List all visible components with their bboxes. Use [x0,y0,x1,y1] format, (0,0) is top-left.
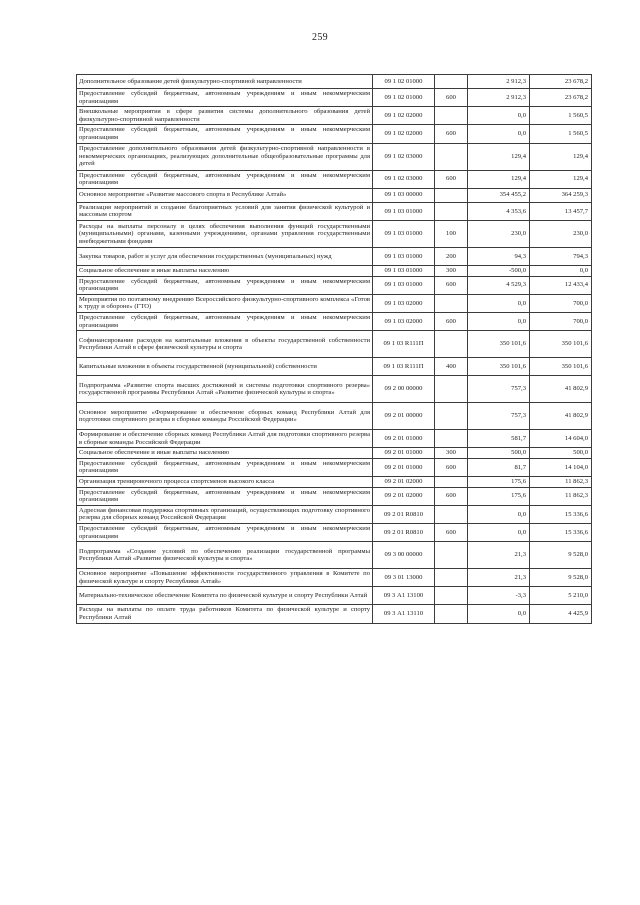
row-budget-code: 09 2 01 R0810 [373,524,435,542]
row-expense-type [435,202,468,220]
row-expense-type: 600 [435,170,468,188]
row-description: Расходы на выплаты персоналу в целях обеспечения выполнения функций государственными (муниципальными) органами, казенными учреждениями, органами управления государственными внебюджетными фондами [77,220,373,247]
table-row [77,331,592,358]
row-amount-total: 15 336,6 [530,524,592,542]
row-amount-change: 757,3 [468,403,530,430]
row-amount-change: 2 912,3 [468,89,530,107]
row-amount-change: 4 353,6 [468,202,530,220]
table-row [77,220,592,247]
row-amount-change: 0,0 [468,107,530,125]
row-amount-change: 350 101,6 [468,331,530,358]
row-amount-change: 581,7 [468,430,530,448]
row-description: Капитальные вложения в объекты государственной (муниципальной) собственности [77,358,373,376]
row-description: Предоставление субсидий бюджетным, автономным учреждениям и иным некоммерческим организациям [77,276,373,294]
row-expense-type: 600 [435,487,468,505]
table-row [77,358,592,376]
row-amount-total: 129,4 [530,143,592,170]
row-amount-change: 0,0 [468,294,530,312]
row-description: Подпрограмма «Развитие спорта высших достижений и системы подготовки спортивного резерва» государственной программы Республики Алтай «Развитие физической культуры и спорта» [77,376,373,403]
row-description: Предоставление субсидий бюджетным, автономным учреждениям и иным некоммерческим организациям [77,89,373,107]
row-description: Расходы на выплаты по оплате труда работников Комитета по физической культуре и спорту Республики Алтай [77,605,373,623]
row-description: Адресная финансовая поддержка спортивных организаций, осуществляющих подготовку спортивного резерва для сборных команд Российской Федерации [77,505,373,523]
page-number: 259 [312,32,328,43]
table-row [77,143,592,170]
table-row [77,202,592,220]
row-budget-code: 09 1 03 01000 [373,276,435,294]
table-row [77,75,592,89]
budget-table-body [77,75,592,624]
row-budget-code: 09 1 03 00000 [373,188,435,202]
row-description: Закупка товаров, работ и услуг для обеспечения государственных (муниципальных) нужд [77,247,373,265]
row-description: Организация тренировочного процесса спортсменов высокого класса [77,477,373,488]
row-expense-type: 600 [435,89,468,107]
row-budget-code: 09 1 03 01000 [373,220,435,247]
row-amount-total: 350 101,6 [530,331,592,358]
row-description: Мероприятия по поэтапному внедрению Всероссийского физкультурно-спортивного комплекса «Готов к труду и обороне» (ГТО) [77,294,373,312]
row-amount-change: -500,0 [468,265,530,276]
row-amount-total: 0,0 [530,265,592,276]
row-amount-total: 11 862,3 [530,477,592,488]
row-expense-type [435,403,468,430]
row-amount-change: -3,3 [468,587,530,605]
table-row [77,294,592,312]
row-amount-total: 15 336,6 [530,505,592,523]
row-expense-type: 600 [435,276,468,294]
row-amount-total: 129,4 [530,170,592,188]
row-amount-change: 0,0 [468,312,530,330]
row-description: Предоставление субсидий бюджетным, автономным учреждениям и иным некоммерческим организациям [77,524,373,542]
row-description: Реализация мероприятий и создание благоприятных условий для занятия физической культурой и массовым спортом [77,202,373,220]
row-expense-type: 400 [435,358,468,376]
row-amount-change: 21,3 [468,569,530,587]
row-expense-type [435,143,468,170]
row-budget-code: 09 2 01 01000 [373,448,435,459]
row-budget-code: 09 1 03 02000 [373,312,435,330]
row-amount-total: 9 528,0 [530,542,592,569]
row-budget-code: 09 3 01 13000 [373,569,435,587]
row-amount-total: 350 101,6 [530,358,592,376]
row-amount-change: 2 912,3 [468,75,530,89]
row-expense-type [435,542,468,569]
table-row [77,276,592,294]
row-budget-code: 09 2 01 01000 [373,430,435,448]
table-row [77,605,592,623]
row-budget-code: 09 1 03 01000 [373,202,435,220]
row-budget-code: 09 2 01 01000 [373,458,435,476]
row-expense-type [435,505,468,523]
table-row [77,569,592,587]
row-expense-type: 300 [435,448,468,459]
row-budget-code: 09 2 01 02000 [373,477,435,488]
row-description: Социальное обеспечение и иные выплаты населению [77,265,373,276]
table-row [77,505,592,523]
row-amount-total: 700,0 [530,294,592,312]
table-row [77,89,592,107]
row-budget-code: 09 1 02 02000 [373,125,435,143]
row-expense-type [435,477,468,488]
row-amount-total: 230,0 [530,220,592,247]
table-row [77,587,592,605]
row-budget-code: 09 3 00 00000 [373,542,435,569]
table-row [77,247,592,265]
row-budget-code: 09 1 03 R111П [373,358,435,376]
row-expense-type [435,294,468,312]
row-expense-type [435,605,468,623]
row-description: Подпрограмма «Создание условий по обеспечению реализации государственной программы Республики Алтай «Развитие физической культуры и спорта» [77,542,373,569]
row-description: Социальное обеспечение и иные выплаты населению [77,448,373,459]
row-budget-code: 09 3 А1 13110 [373,605,435,623]
row-amount-total: 13 457,7 [530,202,592,220]
row-description: Основное мероприятие «Повышение эффективности государственного управления в Комитете по физической культуре и спорту Республики Алтай» [77,569,373,587]
table-row [77,265,592,276]
row-amount-change: 0,0 [468,524,530,542]
row-description: Предоставление субсидий бюджетным, автономным учреждениям и иным некоммерческим организациям [77,487,373,505]
row-amount-total: 9 528,0 [530,569,592,587]
row-amount-total: 14 604,0 [530,430,592,448]
row-budget-code: 09 1 03 02000 [373,294,435,312]
row-budget-code: 09 1 03 01000 [373,265,435,276]
row-amount-change: 0,0 [468,605,530,623]
row-amount-total: 794,3 [530,247,592,265]
row-expense-type [435,188,468,202]
table-row [77,107,592,125]
row-expense-type: 600 [435,125,468,143]
budget-table [76,74,592,624]
row-budget-code: 09 1 02 01000 [373,89,435,107]
row-amount-total: 5 210,0 [530,587,592,605]
row-budget-code: 09 1 02 01000 [373,75,435,89]
row-expense-type: 200 [435,247,468,265]
row-amount-change: 129,4 [468,170,530,188]
table-row [77,524,592,542]
row-amount-change: 4 529,3 [468,276,530,294]
row-description: Основное мероприятие «Формирование и обеспечение сборных команд Республики Алтай для подготовки спортивного резерва в сборные команды Российской Федерации» [77,403,373,430]
row-amount-change: 0,0 [468,125,530,143]
row-description: Материально-техническое обеспечение Комитета по физической культуре и спорту Республики Алтай [77,587,373,605]
table-row [77,125,592,143]
row-budget-code: 09 1 03 R111П [373,331,435,358]
row-amount-total: 700,0 [530,312,592,330]
row-expense-type: 100 [435,220,468,247]
row-expense-type [435,569,468,587]
row-expense-type: 600 [435,458,468,476]
row-amount-change: 21,3 [468,542,530,569]
row-amount-change: 230,0 [468,220,530,247]
row-amount-change: 757,3 [468,376,530,403]
table-row [77,170,592,188]
row-description: Софинансирование расходов на капитальные вложения в объекты государственной собственности Республики Алтай в сфере физической культуры и спорта [77,331,373,358]
row-expense-type [435,331,468,358]
row-amount-total: 364 259,3 [530,188,592,202]
row-budget-code: 09 1 02 03000 [373,170,435,188]
row-amount-change: 0,0 [468,505,530,523]
row-amount-change: 500,0 [468,448,530,459]
row-expense-type [435,587,468,605]
row-expense-type [435,376,468,403]
row-description: Дополнительное образование детей физкультурно-спортивной направленности [77,75,373,89]
row-budget-code: 09 1 02 03000 [373,143,435,170]
row-amount-total: 4 425,9 [530,605,592,623]
row-amount-total: 12 433,4 [530,276,592,294]
table-row [77,458,592,476]
table-row [77,542,592,569]
row-amount-change: 350 101,6 [468,358,530,376]
row-expense-type [435,107,468,125]
row-expense-type: 600 [435,312,468,330]
table-row [77,430,592,448]
row-amount-change: 94,3 [468,247,530,265]
row-budget-code: 09 2 00 00000 [373,376,435,403]
row-amount-total: 23 678,2 [530,89,592,107]
row-expense-type: 600 [435,524,468,542]
row-amount-total: 41 802,9 [530,376,592,403]
row-amount-change: 175,6 [468,477,530,488]
row-amount-change: 175,6 [468,487,530,505]
row-budget-code: 09 2 01 00000 [373,403,435,430]
row-description: Предоставление субсидий бюджетным, автономным учреждениям и иным некоммерческим организациям [77,312,373,330]
row-expense-type: 300 [435,265,468,276]
row-description: Основное мероприятие «Развитие массового спорта в Республике Алтай» [77,188,373,202]
row-amount-change: 81,7 [468,458,530,476]
row-budget-code: 09 2 01 R0810 [373,505,435,523]
row-expense-type [435,430,468,448]
row-budget-code: 09 3 А1 13100 [373,587,435,605]
row-description: Предоставление субсидий бюджетным, автономным учреждениям и иным некоммерческим организациям [77,170,373,188]
table-row [77,188,592,202]
table-row [77,312,592,330]
row-description: Предоставление субсидий бюджетным, автономным учреждениям и иным некоммерческим организациям [77,125,373,143]
table-row [77,448,592,459]
row-amount-total: 500,0 [530,448,592,459]
row-description: Внешкольные мероприятия в сфере развития системы дополнительного образования детей физкультурно-спортивной направленности [77,107,373,125]
table-row [77,376,592,403]
row-amount-total: 1 560,5 [530,107,592,125]
row-amount-total: 11 862,3 [530,487,592,505]
row-amount-total: 23 678,2 [530,75,592,89]
table-row [77,487,592,505]
row-budget-code: 09 1 02 02000 [373,107,435,125]
table-row [77,477,592,488]
row-description: Предоставление дополнительного образования детей физкультурно-спортивной направленности в некоммерческих организациях, реализующих дополнительные общеобразовательные программы для детей [77,143,373,170]
row-description: Предоставление субсидий бюджетным, автономным учреждениям и иным некоммерческим организациям [77,458,373,476]
row-budget-code: 09 2 01 02000 [373,487,435,505]
row-budget-code: 09 1 03 01000 [373,247,435,265]
row-amount-total: 14 104,0 [530,458,592,476]
row-amount-total: 41 802,9 [530,403,592,430]
row-description: Формирование и обеспечение сборных команд Республики Алтай для подготовки спортивного резерва в сборные команды Российской Федерации [77,430,373,448]
row-amount-change: 129,4 [468,143,530,170]
row-amount-change: 354 455,2 [468,188,530,202]
row-amount-total: 1 560,5 [530,125,592,143]
row-expense-type [435,75,468,89]
table-row [77,403,592,430]
